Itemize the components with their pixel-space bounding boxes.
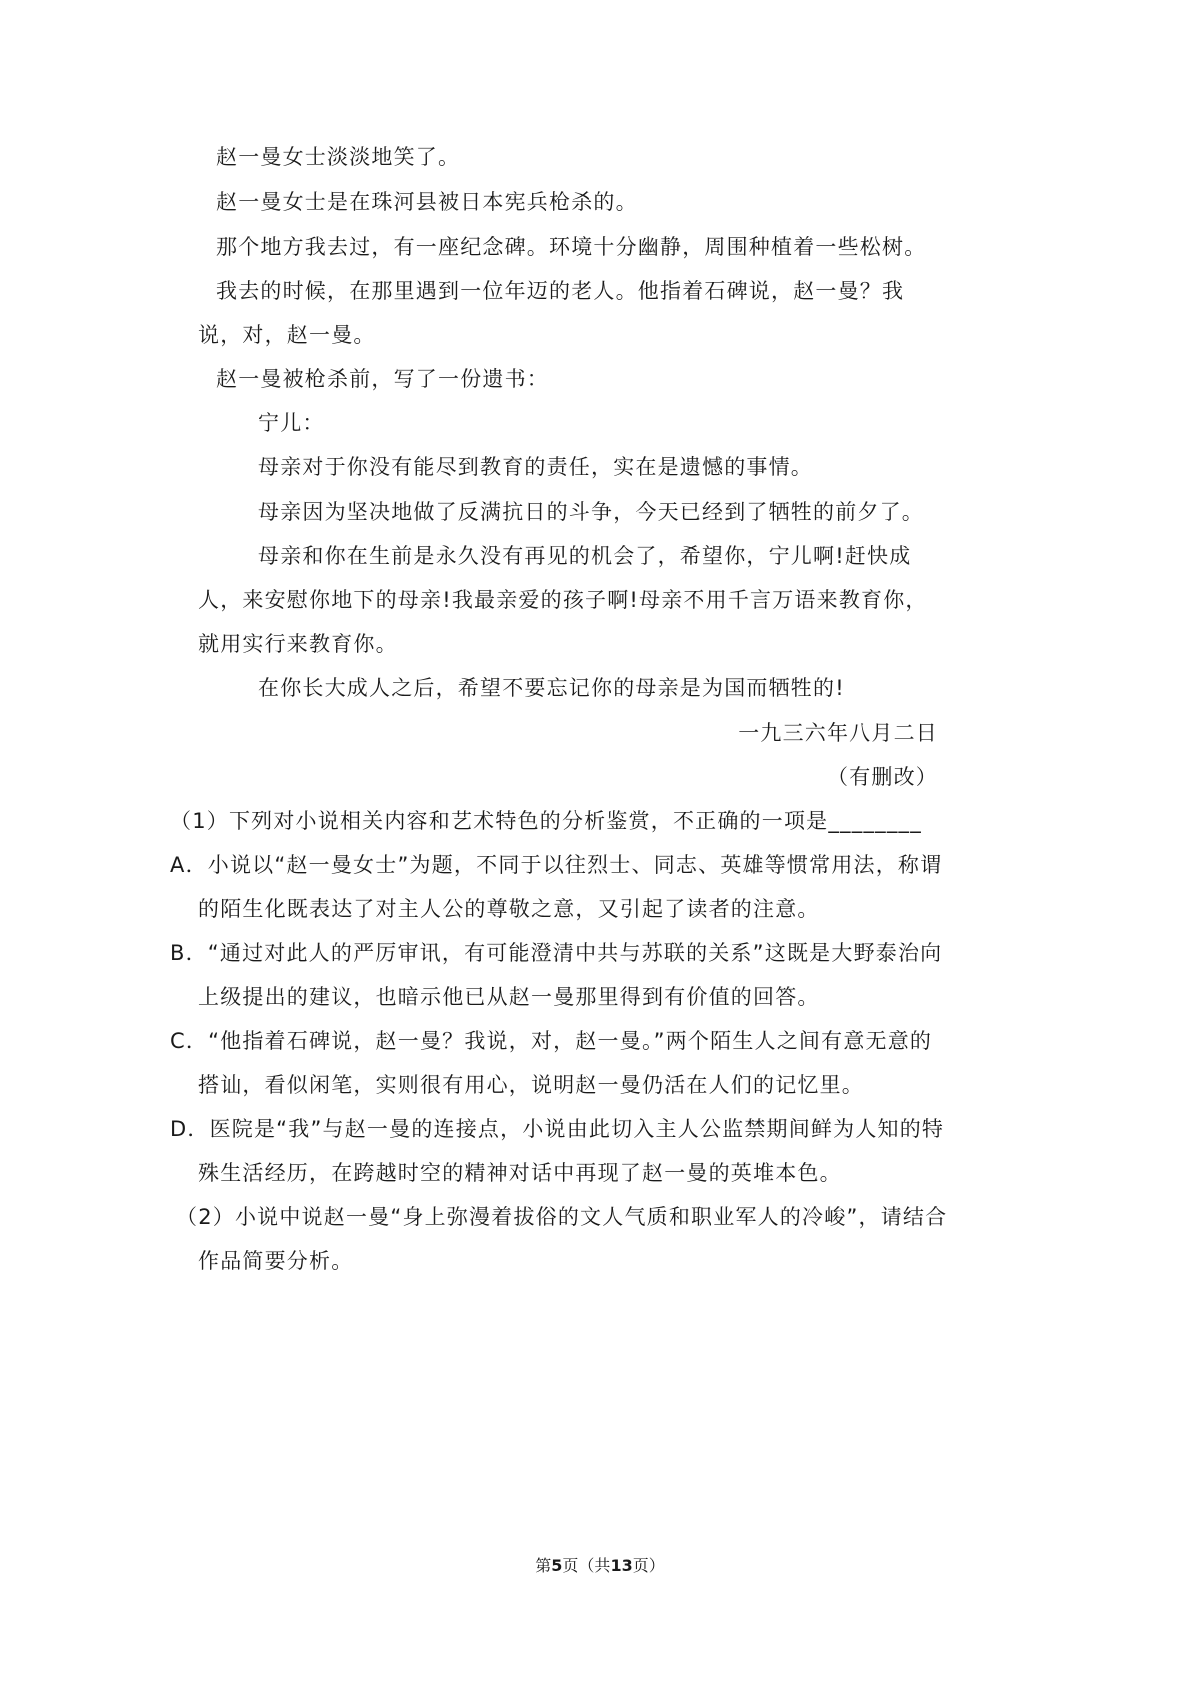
question-2-continued: 作品简要分析。 xyxy=(198,1249,354,1273)
footer-prefix: 第 xyxy=(535,1556,552,1575)
option-a-continued: 的陌生化既表达了对主人公的尊敬之意，又引起了读者的注意。 xyxy=(198,897,820,921)
letter-salutation: 宁儿： xyxy=(258,411,325,435)
footer-mid: 页（共 xyxy=(562,1556,611,1575)
letter-line: 母亲和你在生前是永久没有再见的机会了，希望你，宁儿啊!赶快成 xyxy=(258,544,912,568)
letter-line: 在你长大成人之后，希望不要忘记你的母亲是为国而牺牲的! xyxy=(258,676,845,700)
option-a: A．小说以“赵一曼女士”为题，不同于以往烈士、同志、英雄等惯常用法，称谓 xyxy=(170,853,943,877)
letter-line: 母亲因为坚决地做了反满抗日的斗争，今天已经到了牺牲的前夕了。 xyxy=(258,500,924,524)
letter-line: 母亲对于你没有能尽到教育的责任，实在是遗憾的事情。 xyxy=(258,455,813,479)
letter-date: 一九三六年八月二日 xyxy=(738,721,938,745)
page-footer xyxy=(0,1555,1200,1577)
option-b: B．“通过对此人的严厉审讯，有可能澄清中共与苏联的关系”这既是大野泰治向 xyxy=(170,941,943,965)
option-d: D．医院是“我”与赵一曼的连接点，小说由此切入主人公监禁期间鲜为人知的特 xyxy=(170,1117,945,1141)
footer-suffix: 页） xyxy=(632,1556,665,1575)
story-paragraph: 赵一曼被枪杀前，写了一份遗书： xyxy=(216,367,549,391)
question-1: （1）下列对小说相关内容和艺术特色的分析鉴赏，不正确的一项是________ xyxy=(170,809,922,833)
story-paragraph: 那个地方我去过，有一座纪念碑。环境十分幽静，周围种植着一些松树。 xyxy=(216,235,927,259)
story-paragraph: 赵一曼女士淡淡地笑了。 xyxy=(216,145,461,169)
story-paragraph: 我去的时候，在那里遇到一位年迈的老人。他指着石碑说，赵一曼？我 xyxy=(216,279,905,303)
option-b-continued: 上级提出的建议，也暗示他已从赵一曼那里得到有价值的回答。 xyxy=(198,985,820,1009)
option-d-continued: 殊生活经历，在跨越时空的精神对话中再现了赵一曼的英堆本色。 xyxy=(198,1161,842,1185)
letter-line: 人，来安慰你地下的母亲!我最亲爱的孩子啊!母亲不用千言万语来教育你， xyxy=(198,588,928,612)
question-2: （2）小说中说赵一曼“身上弥漫着拔俗的文人气质和职业军人的冷峻”，请结合 xyxy=(176,1205,948,1229)
option-c: C．“他指着石碑说，赵一曼？我说，对，赵一曼。”两个陌生人之间有意无意的 xyxy=(170,1029,933,1053)
letter-line: 就用实行来教育你。 xyxy=(198,632,398,656)
option-c-continued: 搭讪，看似闲笔，实则很有用心，说明赵一曼仍活在人们的记忆里。 xyxy=(198,1073,864,1097)
story-paragraph: 赵一曼女士是在珠河县被日本宪兵枪杀的。 xyxy=(216,190,638,214)
story-paragraph: 说，对，赵一曼。 xyxy=(198,323,376,347)
footer-page-number: 5 xyxy=(551,1556,563,1575)
edit-note: （有删改） xyxy=(827,765,938,789)
footer-total-pages: 13 xyxy=(610,1556,633,1575)
